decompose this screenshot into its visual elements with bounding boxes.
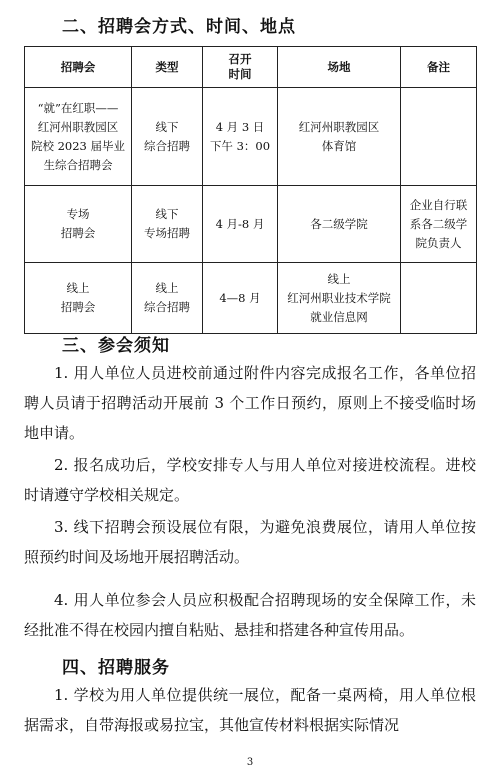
section-heading-2: 二、招聘会方式、时间、地点 [62, 17, 296, 37]
table-cell: 线下 专场招聘 [132, 186, 203, 263]
paragraph: 3. 线下招聘会预设展位有限，为避免浪费展位，请用人单位按照预约时间及场地开展招聘活动。 [24, 518, 476, 566]
section-heading-4: 四、招聘服务 [62, 658, 170, 678]
table-cell: 线下 综合招聘 [132, 88, 203, 186]
table-header-cell: 类型 [132, 47, 203, 88]
table-row [25, 88, 477, 186]
table-cell [401, 88, 477, 186]
table-header-cell: 招聘会 [25, 47, 132, 88]
paragraph: 2. 报名成功后，学校安排专人与用人单位对接进校流程。进校时请遵守学校相关规定。 [24, 456, 476, 504]
table-cell: 4 月-8 月 [203, 186, 278, 263]
table-cell: 各二级学院 [278, 186, 401, 263]
table-header-cell: 备注 [401, 47, 477, 88]
table-cell: 4—8 月 [203, 263, 278, 334]
table-row [25, 263, 477, 334]
table-cell: 线上 红河州职业技术学院 就业信息网 [278, 263, 401, 334]
paragraph: 1. 学校为用人单位提供统一展位，配备一桌两椅，用人单位根据需求，自带海报或易拉宝，其他宣传材料根据实际情况 [24, 686, 476, 734]
table-cell: 红河州职教园区 体育馆 [278, 88, 401, 186]
table-cell: 线上 招聘会 [25, 263, 132, 334]
table-cell: 专场 招聘会 [25, 186, 132, 263]
table-header-cell: 召开 时间 [203, 47, 278, 88]
table-cell [401, 263, 477, 334]
recruitment-table [24, 46, 477, 334]
table-cell: 线上 综合招聘 [132, 263, 203, 334]
table-cell: 企业自行联 系各二级学 院负责人 [401, 186, 477, 263]
table-cell: “就”在红职—— 红河州职教园区 院校 2023 届毕业 生综合招聘会 [25, 88, 132, 186]
table-cell: 4 月 3 日 下午 3：00 [203, 88, 278, 186]
page-number: 3 [246, 757, 254, 768]
paragraph: 4. 用人单位参会人员应积极配合招聘现场的安全保障工作，未经批准不得在校园内擅自粘贴、悬挂和搭建各种宣传用品。 [24, 591, 476, 639]
table-header-cell: 场地 [278, 47, 401, 88]
table-header-row [25, 47, 477, 88]
section-heading-3: 三、参会须知 [62, 336, 170, 356]
paragraph: 1. 用人单位人员进校前通过附件内容完成报名工作，各单位招聘人员请于招聘活动开展前 3 个工作日预约，原则上不接受临时场地申请。 [24, 364, 476, 442]
table-row [25, 186, 477, 263]
